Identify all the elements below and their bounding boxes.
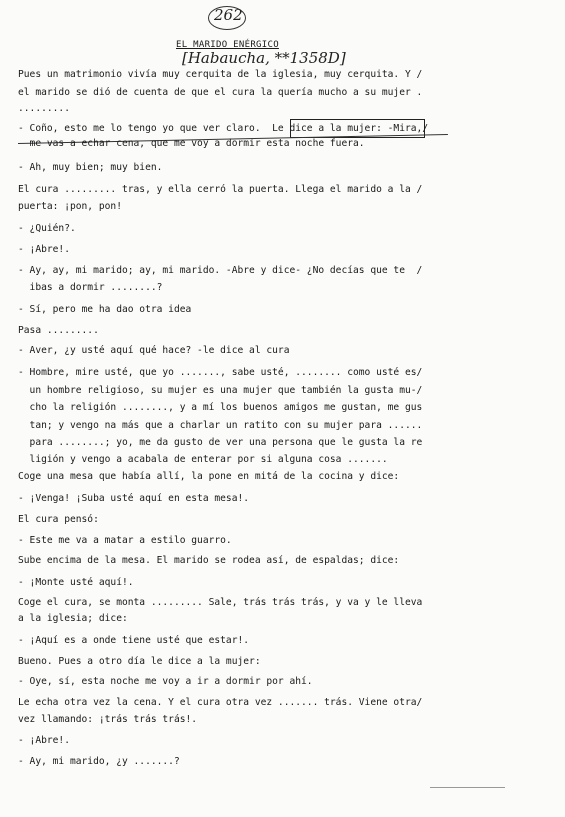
text-line: tan; y vengo na más que a charlar un ratito con su mujer para ...... <box>18 420 423 431</box>
text-line: ......... <box>18 103 70 114</box>
text-line: - Hombre, mire usté, que yo ......., sabe usté, ........ como usté es/ <box>18 367 423 378</box>
text-line: - Aver, ¿y usté aquí qué hace? -le dice al cura <box>18 345 290 356</box>
text-line: - Este me va a matar a estilo guarro. <box>18 535 232 546</box>
catalog-reference: [Habaucha, **1358D] <box>182 49 346 67</box>
text-line: el marido se dió de cuenta de que el cura la quería mucho a su mujer . <box>18 87 423 98</box>
text-line: Coge el cura, se monta ......... Sale, trás trás trás, y va y le lleva <box>18 597 423 608</box>
text-line: para ........; yo, me da gusto de ver una persona que le gusta la re <box>18 437 423 448</box>
text-line: Coge una mesa que había allí, la pone en mitá de la cocina y dice: <box>18 471 400 482</box>
text-line: - ¡Venga! ¡Suba usté aquí en esta mesa!. <box>18 493 250 504</box>
page-number: 262 <box>214 6 243 24</box>
text-line: - Ay, ay, mi marido; ay, mi marido. -Abre y dice- ¿No decías que te / <box>18 265 423 276</box>
text-line: vez llamando: ¡trás trás trás!. <box>18 714 198 725</box>
text-line: - ¿Quién?. <box>18 223 76 234</box>
text-line: - Ah, muy bien; muy bien. <box>18 162 163 173</box>
text-line: - ¡Abre!. <box>18 244 70 255</box>
text-line: - Oye, sí, esta noche me voy a ir a dormir por ahí. <box>18 676 313 687</box>
text-line: - ¡Aquí es a onde tiene usté que estar!. <box>18 635 250 646</box>
text-line: - Sí, pero me ha dao otra idea <box>18 304 192 315</box>
text-line: puerta: ¡pon, pon! <box>18 201 122 212</box>
story-title: EL MARIDO ENÉRGICO <box>176 40 279 50</box>
text-line: Le echa otra vez la cena. Y el cura otra vez ....... trás. Viene otra/ <box>18 697 423 708</box>
text-line: cho la religión ........, y a mí los buenos amigos me gustan, me gus <box>18 402 423 413</box>
text-line: a la iglesia; dice: <box>18 613 128 624</box>
text-line: ibas a dormir ........? <box>18 282 163 293</box>
text-line: - Coño, esto me lo tengo yo que ver claro. Le dice a la mujer: -Mira,/ <box>18 123 429 134</box>
text-line: Sube encima de la mesa. El marido se rodea así, de espaldas; dice: <box>18 555 400 566</box>
scan-smudge <box>430 787 505 788</box>
text-line: Pasa ......... <box>18 325 99 336</box>
text-line: ligión y vengo a acabala de enterar por si alguna cosa ....... <box>18 454 388 465</box>
text-line: Bueno. Pues a otro día le dice a la mujer: <box>18 656 261 667</box>
text-line: - Ay, mi marido, ¿y .......? <box>18 756 180 767</box>
text-line: me vas a echar cena, que me voy a dormir esta noche fuera. <box>18 138 365 149</box>
text-line: El cura ......... tras, y ella cerró la puerta. Llega el marido a la / <box>18 184 423 195</box>
text-line: un hombre religioso, su mujer es una mujer que también la gusta mu-/ <box>18 385 423 396</box>
text-line: El cura pensó: <box>18 514 99 525</box>
text-line: - ¡Abre!. <box>18 735 70 746</box>
text-line: - ¡Monte usté aquí!. <box>18 577 134 588</box>
text-line: Pues un matrimonio vivía muy cerquita de la iglesia, muy cerquita. Y / <box>18 69 423 80</box>
